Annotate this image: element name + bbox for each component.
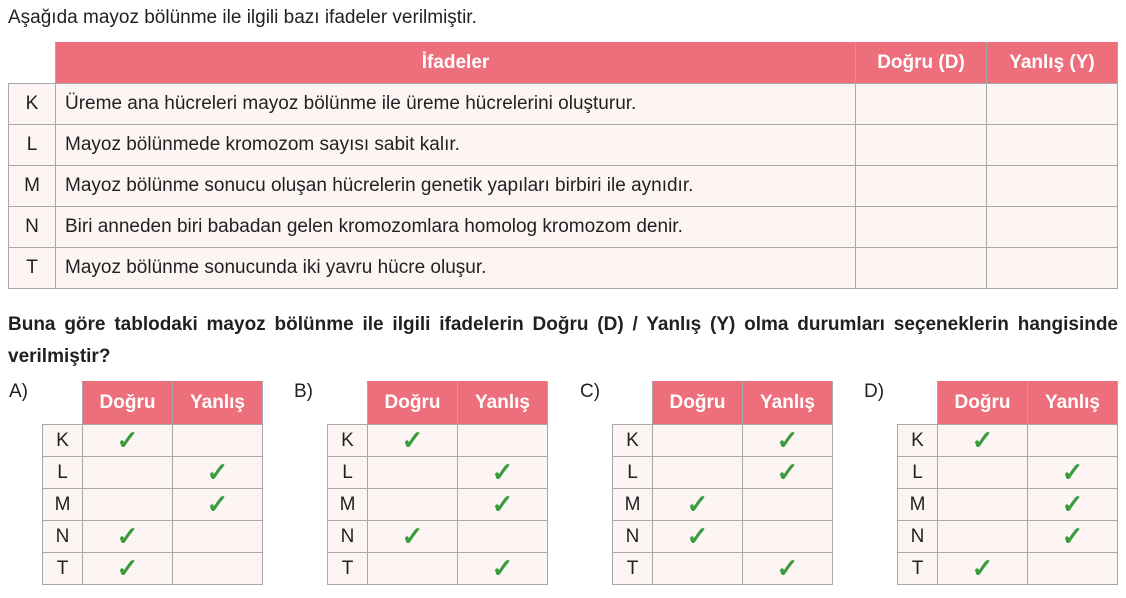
row-letter: M bbox=[9, 166, 56, 207]
table-row bbox=[43, 457, 263, 489]
dogru-cell bbox=[368, 489, 458, 521]
table-row bbox=[9, 84, 1118, 125]
table-row bbox=[898, 457, 1118, 489]
check-icon: ✓ bbox=[776, 552, 799, 583]
row-letter: M bbox=[43, 489, 83, 521]
row-letter: N bbox=[613, 521, 653, 553]
table-row bbox=[43, 489, 263, 521]
check-icon: ✓ bbox=[116, 552, 139, 583]
corner-cell bbox=[9, 43, 56, 84]
table-row bbox=[328, 489, 548, 521]
check-icon: ✓ bbox=[491, 456, 514, 487]
table-row bbox=[9, 248, 1118, 289]
row-letter: T bbox=[328, 553, 368, 585]
yanlis-cell bbox=[458, 521, 548, 553]
row-letter: N bbox=[898, 521, 938, 553]
dogru-cell bbox=[653, 521, 743, 553]
statement-text: Üreme ana hücreleri mayoz bölünme ile üreme hücrelerini oluşturur. bbox=[56, 84, 856, 125]
dogru-cell bbox=[653, 489, 743, 521]
yanlis-cell bbox=[173, 425, 263, 457]
corner-cell bbox=[328, 382, 368, 425]
dogru-cell bbox=[653, 553, 743, 585]
header-yanlis: Yanlış bbox=[1028, 382, 1118, 425]
header-dogru: Doğru bbox=[83, 382, 173, 425]
header-dogru: Doğru bbox=[938, 382, 1028, 425]
row-letter: M bbox=[328, 489, 368, 521]
row-letter: L bbox=[328, 457, 368, 489]
header-yanlis: Yanlış bbox=[743, 382, 833, 425]
row-letter: K bbox=[9, 84, 56, 125]
row-letter: N bbox=[328, 521, 368, 553]
row-letter: M bbox=[898, 489, 938, 521]
row-letter: L bbox=[43, 457, 83, 489]
dogru-cell bbox=[938, 489, 1028, 521]
check-icon: ✓ bbox=[1061, 488, 1084, 519]
table-row bbox=[9, 125, 1118, 166]
dogru-cell bbox=[653, 457, 743, 489]
yanlis-cell bbox=[1028, 425, 1118, 457]
check-icon: ✓ bbox=[1061, 520, 1084, 551]
option-table-a bbox=[42, 381, 263, 585]
dogru-cell bbox=[83, 521, 173, 553]
header-dogru: Doğru bbox=[653, 382, 743, 425]
option-table-b bbox=[327, 381, 548, 585]
check-icon: ✓ bbox=[971, 424, 994, 455]
dogru-cell bbox=[368, 425, 458, 457]
yanlis-cell bbox=[743, 521, 833, 553]
table-row bbox=[328, 521, 548, 553]
table-row bbox=[613, 489, 833, 521]
table-row bbox=[328, 425, 548, 457]
check-icon: ✓ bbox=[206, 488, 229, 519]
statement-text: Biri anneden biri babadan gelen kromozomlara homolog kromozom denir. bbox=[56, 207, 856, 248]
header-ifadeler: İfadeler bbox=[56, 43, 856, 84]
check-icon: ✓ bbox=[971, 552, 994, 583]
row-letter: L bbox=[613, 457, 653, 489]
option-table-d bbox=[897, 381, 1118, 585]
table-row bbox=[43, 425, 263, 457]
row-letter: K bbox=[898, 425, 938, 457]
question-text: Buna göre tablodaki mayoz bölünme ile ilgili ifadelerin Doğru (D) / Yanlış (Y) olma durumları seçeneklerin hangisinde verilmiştir? bbox=[8, 314, 1118, 367]
row-letter: T bbox=[43, 553, 83, 585]
yanlis-cell[interactable] bbox=[987, 84, 1118, 125]
table-row bbox=[9, 207, 1118, 248]
table-row bbox=[328, 457, 548, 489]
yanlis-cell bbox=[743, 489, 833, 521]
yanlis-cell bbox=[743, 425, 833, 457]
header-yanlis: Yanlış bbox=[458, 382, 548, 425]
header-dogru: Doğru bbox=[368, 382, 458, 425]
table-row bbox=[898, 425, 1118, 457]
dogru-cell bbox=[938, 521, 1028, 553]
check-icon: ✓ bbox=[491, 552, 514, 583]
dogru-cell bbox=[83, 489, 173, 521]
corner-cell bbox=[613, 382, 653, 425]
yanlis-cell[interactable] bbox=[987, 248, 1118, 289]
check-icon: ✓ bbox=[116, 424, 139, 455]
yanlis-cell bbox=[458, 489, 548, 521]
dogru-cell bbox=[83, 457, 173, 489]
table-row bbox=[898, 553, 1118, 585]
row-letter: T bbox=[9, 248, 56, 289]
table-row bbox=[613, 553, 833, 585]
statement-text: Mayoz bölünmede kromozom sayısı sabit kalır. bbox=[56, 125, 856, 166]
row-letter: K bbox=[43, 425, 83, 457]
table-row bbox=[613, 521, 833, 553]
header-yanlis: Yanlış bbox=[173, 382, 263, 425]
option-label-c[interactable]: C) bbox=[580, 381, 601, 402]
table-row bbox=[43, 553, 263, 585]
check-icon: ✓ bbox=[116, 520, 139, 551]
dogru-cell bbox=[368, 521, 458, 553]
yanlis-cell bbox=[173, 457, 263, 489]
check-icon: ✓ bbox=[686, 488, 709, 519]
row-letter: M bbox=[613, 489, 653, 521]
table-row bbox=[613, 457, 833, 489]
statements-table bbox=[8, 42, 1118, 289]
yanlis-cell bbox=[173, 489, 263, 521]
check-icon: ✓ bbox=[401, 424, 424, 455]
corner-cell bbox=[898, 382, 938, 425]
row-letter: L bbox=[9, 125, 56, 166]
yanlis-cell bbox=[458, 457, 548, 489]
check-icon: ✓ bbox=[1061, 456, 1084, 487]
dogru-cell[interactable] bbox=[856, 248, 987, 289]
check-icon: ✓ bbox=[686, 520, 709, 551]
dogru-cell bbox=[368, 553, 458, 585]
dogru-cell bbox=[83, 553, 173, 585]
dogru-cell bbox=[938, 553, 1028, 585]
dogru-cell bbox=[938, 425, 1028, 457]
row-letter: T bbox=[613, 553, 653, 585]
option-table-c bbox=[612, 381, 833, 585]
option-label-b[interactable]: B) bbox=[294, 381, 313, 402]
check-icon: ✓ bbox=[206, 456, 229, 487]
yanlis-cell[interactable] bbox=[987, 207, 1118, 248]
yanlis-cell[interactable] bbox=[987, 125, 1118, 166]
option-label-a[interactable]: A) bbox=[9, 381, 28, 402]
row-letter: N bbox=[43, 521, 83, 553]
yanlis-cell bbox=[743, 457, 833, 489]
row-letter: T bbox=[898, 553, 938, 585]
row-letter: K bbox=[613, 425, 653, 457]
check-icon: ✓ bbox=[491, 488, 514, 519]
yanlis-cell bbox=[458, 553, 548, 585]
check-icon: ✓ bbox=[401, 520, 424, 551]
dogru-cell[interactable] bbox=[856, 84, 987, 125]
row-letter: N bbox=[9, 207, 56, 248]
yanlis-cell bbox=[173, 521, 263, 553]
dogru-cell bbox=[653, 425, 743, 457]
yanlis-cell bbox=[1028, 489, 1118, 521]
table-row bbox=[43, 521, 263, 553]
dogru-cell[interactable] bbox=[856, 125, 987, 166]
option-label-d[interactable]: D) bbox=[864, 381, 885, 402]
yanlis-cell bbox=[1028, 553, 1118, 585]
yanlis-cell bbox=[458, 425, 548, 457]
yanlis-cell bbox=[173, 553, 263, 585]
yanlis-cell bbox=[743, 553, 833, 585]
check-icon: ✓ bbox=[776, 424, 799, 455]
table-row bbox=[898, 521, 1118, 553]
yanlis-cell bbox=[1028, 521, 1118, 553]
table-row bbox=[9, 166, 1118, 207]
row-letter: L bbox=[898, 457, 938, 489]
yanlis-cell[interactable] bbox=[987, 166, 1118, 207]
header-dogru: Doğru (D) bbox=[856, 43, 987, 84]
header-yanlis: Yanlış (Y) bbox=[987, 43, 1118, 84]
dogru-cell bbox=[83, 425, 173, 457]
row-letter: K bbox=[328, 425, 368, 457]
yanlis-cell bbox=[1028, 457, 1118, 489]
table-row bbox=[613, 425, 833, 457]
dogru-cell bbox=[368, 457, 458, 489]
corner-cell bbox=[43, 382, 83, 425]
dogru-cell bbox=[938, 457, 1028, 489]
intro-text: Aşağıda mayoz bölünme ile ilgili bazı ifadeler verilmiştir. bbox=[8, 7, 477, 28]
statement-text: Mayoz bölünme sonucunda iki yavru hücre oluşur. bbox=[56, 248, 856, 289]
dogru-cell[interactable] bbox=[856, 166, 987, 207]
check-icon: ✓ bbox=[776, 456, 799, 487]
statement-text: Mayoz bölünme sonucu oluşan hücrelerin genetik yapıları birbiri ile aynıdır. bbox=[56, 166, 856, 207]
table-row bbox=[328, 553, 548, 585]
dogru-cell[interactable] bbox=[856, 207, 987, 248]
table-row bbox=[898, 489, 1118, 521]
